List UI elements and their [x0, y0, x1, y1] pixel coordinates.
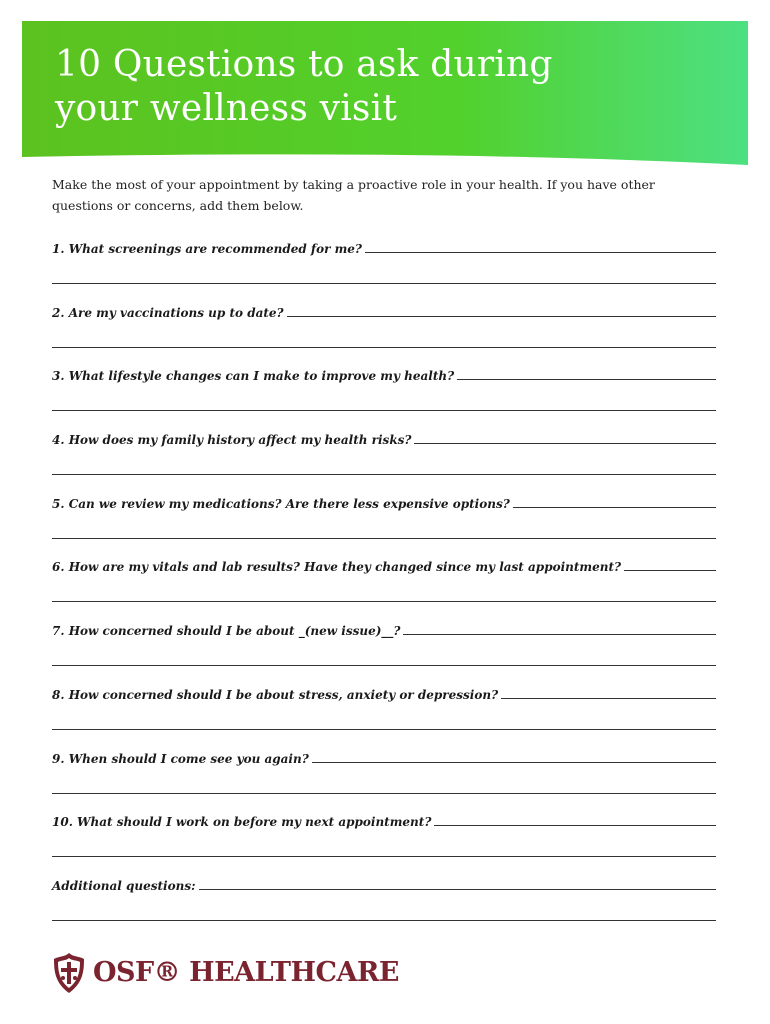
additional-questions-label: Additional questions:	[52, 878, 196, 893]
intro-text: Make the most of your appointment by taking a proactive role in your health. If you have other questions or concerns, add them below.	[52, 177, 655, 213]
page-title-line-2: your wellness visit	[55, 88, 397, 129]
question-item	[52, 362, 716, 426]
answer-field[interactable]	[624, 569, 716, 571]
question-item	[52, 745, 716, 809]
answer-field-line-2[interactable]	[52, 538, 716, 539]
page-title-line-1: 10 Questions to ask during	[55, 44, 553, 85]
additional-questions-field[interactable]	[199, 888, 716, 890]
header-banner	[22, 21, 748, 165]
answer-field-line-2[interactable]	[52, 665, 716, 666]
additional-questions-item	[52, 872, 716, 936]
osf-healthcare-logo	[51, 951, 399, 995]
question-label: 9. When should I come see you again?	[52, 751, 309, 766]
question-item	[52, 617, 716, 681]
question-label: 10. What should I work on before my next appointment?	[52, 815, 432, 830]
question-item	[52, 299, 716, 363]
answer-field-line-2[interactable]	[52, 474, 716, 475]
question-label: 3. What lifestyle changes can I make to improve my health?	[52, 369, 455, 384]
answer-field[interactable]	[457, 378, 716, 380]
answer-field-line-2[interactable]	[52, 283, 716, 284]
question-item	[52, 681, 716, 745]
page-title	[55, 43, 695, 131]
question-list	[52, 235, 716, 936]
question-label: 2. Are my vaccinations up to date?	[52, 305, 284, 320]
osf-crest-icon	[51, 951, 87, 995]
answer-field[interactable]	[287, 315, 716, 317]
answer-field[interactable]	[414, 442, 716, 444]
answer-field[interactable]	[403, 633, 716, 635]
additional-questions-field-line-2[interactable]	[52, 920, 716, 921]
question-label: 4. How does my family history affect my health risks?	[52, 433, 412, 448]
answer-field-line-2[interactable]	[52, 347, 716, 348]
answer-field-line-2[interactable]	[52, 793, 716, 794]
answer-field[interactable]	[312, 761, 716, 763]
answer-field-line-2[interactable]	[52, 410, 716, 411]
question-label: 8. How concerned should I be about stress, anxiety or depression?	[52, 687, 499, 702]
logo-wordmark: OSF® HEALTHCARE	[93, 957, 399, 988]
question-label: 6. How are my vitals and lab results? Have they changed since my last appointment?	[52, 560, 622, 575]
answer-field[interactable]	[365, 251, 716, 253]
answer-field[interactable]	[513, 506, 716, 508]
question-item	[52, 426, 716, 490]
question-item	[52, 808, 716, 872]
question-item	[52, 490, 716, 554]
question-label: 7. How concerned should I be about _(new issue)__?	[52, 624, 401, 639]
answer-field[interactable]	[434, 824, 716, 826]
question-label: 1. What screenings are recommended for me?	[52, 242, 362, 256]
answer-field[interactable]	[501, 697, 716, 699]
question-label: 5. Can we review my medications? Are there less expensive options?	[52, 496, 510, 511]
question-item	[52, 553, 716, 617]
answer-field-line-2[interactable]	[52, 856, 716, 857]
answer-field-line-2[interactable]	[52, 601, 716, 602]
question-item	[52, 235, 716, 299]
answer-field-line-2[interactable]	[52, 729, 716, 730]
